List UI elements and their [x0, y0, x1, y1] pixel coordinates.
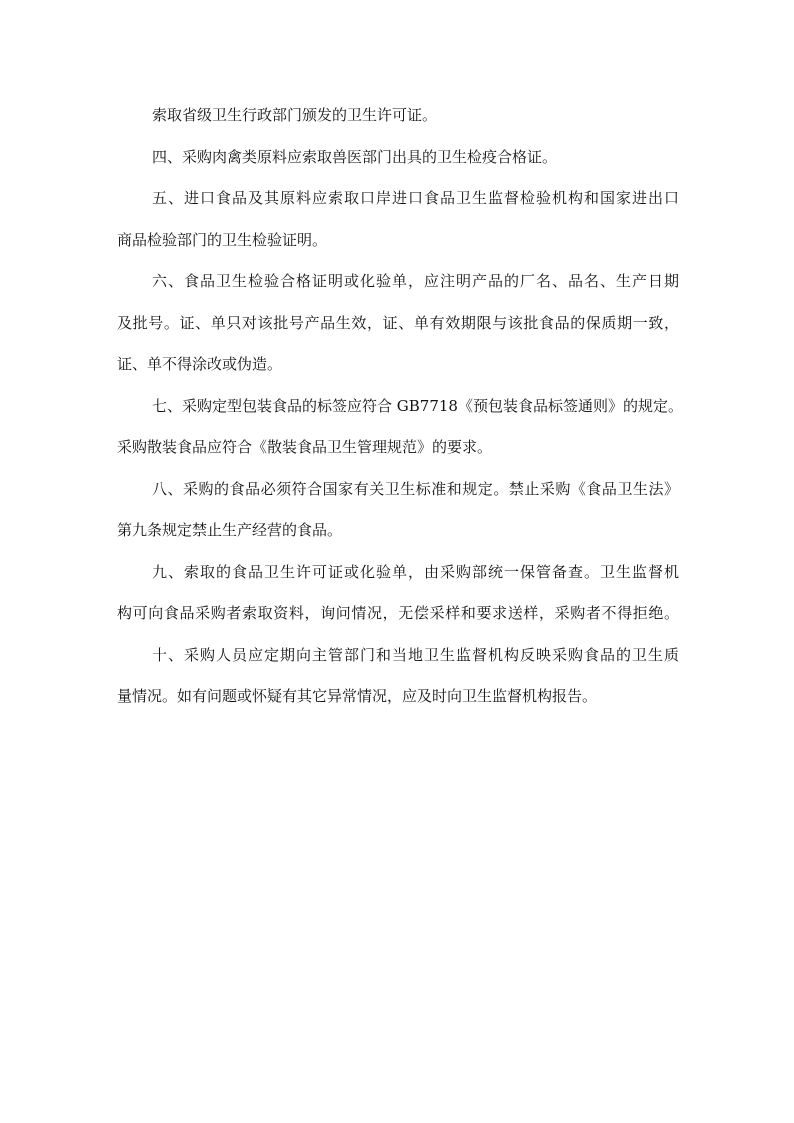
- text-line: 四、采购肉禽类原料应索取兽医部门出具的卫生检疫合格证。: [152, 147, 558, 166]
- text-line: 构可向食品采购者索取资料，询问情况，无偿采样和要求送样，采购者不得拒绝。: [117, 604, 679, 622]
- document-body: [117, 100, 683, 723]
- text-line: 五、进口食品及其原料应索取口岸进口食品卫生监督检验机构和国家进出口: [152, 189, 679, 207]
- text-line: 商品检验部门的卫生检验证明。: [117, 230, 328, 249]
- text-line: 九、索取的食品卫生许可证或化验单，由采购部统一保管备查。卫生监督机: [152, 562, 679, 581]
- text-line: 索取省级卫生行政部门颁发的卫生许可证。: [152, 106, 438, 124]
- text-line: 八、采购的食品必须符合国家有关卫生标准和规定。禁止采购《食品卫生法》: [152, 479, 679, 498]
- text-line: 证、单不得涂改或伪造。: [117, 355, 283, 373]
- text-line: 十、采购人员应定期向主管部门和当地卫生监督机构反映采购食品的卫生质: [152, 645, 679, 664]
- text-line: 采购散装食品应符合《散装食品卫生管理规范》的要求。: [117, 438, 493, 456]
- text-line: 七、采购定型包装食品的标签应符合 GB7718《预包装食品标签通则》的规定。: [152, 396, 683, 415]
- text-line: 第九条规定禁止生产经营的食品。: [117, 521, 343, 539]
- text-line: 及批号。证、单只对该批号产品生效，证、单有效期限与该批食品的保质期一致，: [117, 313, 679, 332]
- text-line: 量情况。如有问题或怀疑有其它异常情况，应及时向卫生监督机构报告。: [117, 687, 598, 705]
- text-line: 六、食品卫生检验合格证明或化验单，应注明产品的厂名、品名、生产日期: [152, 272, 679, 290]
